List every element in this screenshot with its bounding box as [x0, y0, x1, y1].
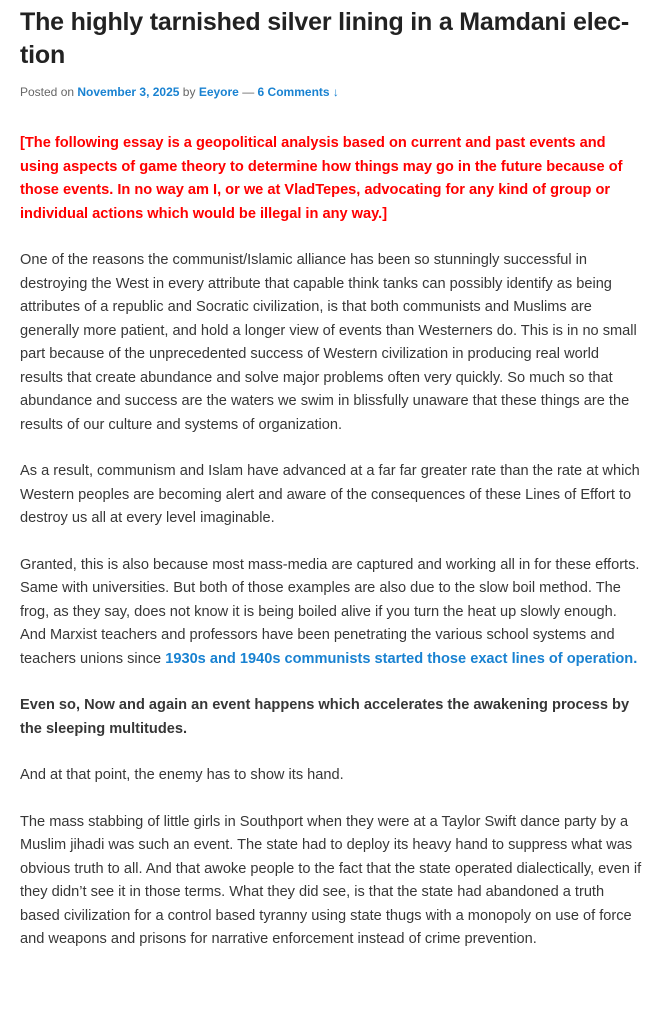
- disclaimer-paragraph: [The following essay is a geopolitical analysis based on current and past events and using aspects of game theory to determine how things may go in the future because of those events. In no way am I, or we at VladTepes, advocating for any kind of group or individual actions which would be illegal in any way.]: [20, 135, 623, 222]
- posted-on-label: Posted on: [20, 85, 75, 99]
- paragraph-2: As a result, communism and Islam have advanced at a far far greater rate than the rate at which Western peoples are becoming alert and aware of the consequences of these Lines of Effort to destroy us all at every level imaginable.: [20, 463, 640, 526]
- paragraph-4: Even so, Now and again an event happens which accelerates the awakening process by the sleeping multitudes.: [20, 697, 630, 737]
- paragraph-1: One of the reasons the communist/Islamic alliance has been so stunningly successful in destroying the West in every attribute that capable think tanks can possibly identify as being attributes of a republic and Socratic civilization, is that both communists and Muslims are generally more patient, and hold a longer view of events than Westerners do. This is in no small part because of the unprecedented success of Western civilization in producing real world results that create abundance and solve major problems often very quickly. So much so that abundance and success are the waters we swim in blissfully unaware that these things are the results of our culture and systems of organization.: [20, 252, 637, 433]
- author-link[interactable]: Eeyore: [198, 85, 239, 99]
- communists-history-link[interactable]: 1930s and 1940s communists started those exact lines of operation.: [165, 650, 638, 667]
- post-title-part2: tion: [20, 41, 66, 69]
- paragraph-6: The mass stabbing of little girls in Southport when they were at a Taylor Swift dance party by a Muslim jihadi was such an event. The state had to deploy its heavy hand to suppress what was obvious truth to all. And that awoke people to the fact that the state operated dialectically, even if they didn’t see it in those terms. What they did see, is that the state had abandoned a truth based civilization for a control based tyranny using state thugs with a monopoly on use of force and weapons and prisons for narrative enforcement instead of crime prevention.: [20, 813, 642, 947]
- paragraph-5: And at that point, the enemy has to show its hand.: [20, 767, 344, 783]
- post-title[interactable]: The highly tarnished silver lining in a Mamdani elec- tion: [20, 8, 629, 69]
- comments-link[interactable]: 6 Comments ↓: [257, 85, 339, 99]
- meta-separator: —: [242, 85, 255, 99]
- post-date-link[interactable]: November 3, 2025: [77, 85, 180, 99]
- post-title-part1: The highly tarnished silver lining in a Mamdani elec: [20, 8, 621, 36]
- by-label: by: [182, 85, 196, 99]
- post-content: [20, 132, 643, 952]
- paragraph-3-text: Granted, this is also because most mass-media are captured and working all in for these efforts. Same with universities. But both of those examples are also due to the slow boil method. The frog, as they say, does not know it is being boiled alive if you turn the heat up slowly enough. And Marxist teachers and professors have been penetrating the various school systems and teachers unions since: [20, 556, 640, 667]
- post-meta: [20, 84, 643, 100]
- paragraph-3: [20, 554, 643, 672]
